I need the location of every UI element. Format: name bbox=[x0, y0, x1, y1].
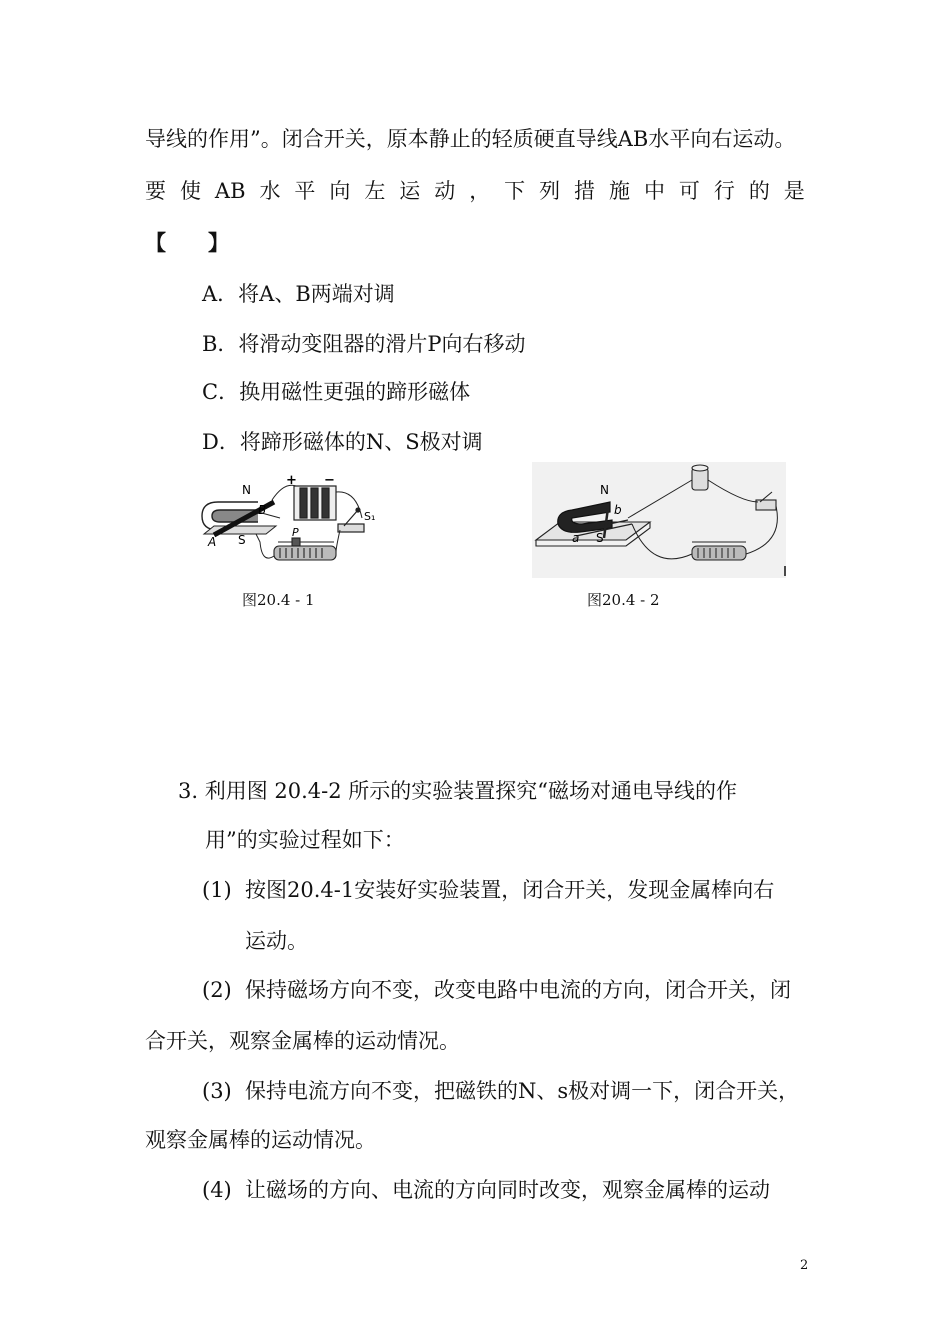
figure-20-4-1-caption: 图20.4 - 1 bbox=[242, 591, 315, 609]
page-number: 2 bbox=[800, 1258, 809, 1273]
q3-step-1-number: (1) bbox=[202, 878, 232, 902]
fig2-label-n: N bbox=[600, 483, 609, 497]
q2-line-2-word: AB bbox=[214, 179, 246, 203]
fig1-label-switch: S₁ bbox=[364, 510, 376, 523]
q2-line-1: 导线的作用”。闭合开关，原本静止的轻质硬直导线AB水平向右运动。 bbox=[145, 127, 796, 151]
q2-line-2-word: 可 bbox=[678, 179, 700, 203]
q3-step-2-line-1: 保持磁场方向不变，改变电路中电流的方向，闭合开关，闭 bbox=[245, 978, 791, 1002]
q2-line-2 bbox=[145, 177, 805, 205]
q2-line-2-word: 中 bbox=[643, 179, 665, 203]
q2-line-2-word: 左 bbox=[364, 179, 386, 203]
q2-line-2-word: ， bbox=[469, 179, 491, 203]
q2-line-2-word: 运 bbox=[399, 179, 421, 203]
q3-step-2-line-2: 合开关，观察金属棒的运动情况。 bbox=[145, 1029, 460, 1053]
q3-intro-line-2: 用”的实验过程如下： bbox=[205, 828, 405, 852]
q3-step-1-line-1: 按图20.4-1安装好实验装置，闭合开关，发现金属棒向右 bbox=[245, 878, 775, 902]
q2-line-2-word: 行 bbox=[713, 179, 735, 203]
q2-line-2-word: 措 bbox=[574, 179, 596, 203]
q3-step-3-number: (3) bbox=[202, 1079, 232, 1103]
fig2-label-b: b bbox=[614, 503, 622, 517]
q2-line-2-word: 动 bbox=[434, 179, 456, 203]
q2-line-2-word: 要 bbox=[145, 179, 166, 203]
option-b: B．将滑动变阻器的滑片P向右移动 bbox=[202, 332, 526, 356]
q2-line-2-word: 下 bbox=[504, 179, 526, 203]
q2-line-2-word: 使 bbox=[179, 179, 201, 203]
q2-line-2-word: 施 bbox=[609, 179, 630, 203]
fig2-label-a: a bbox=[572, 531, 580, 545]
answer-bracket: 【 】 bbox=[145, 230, 229, 255]
fig1-label-n: N bbox=[242, 483, 251, 497]
q2-line-2-word: 是 bbox=[783, 179, 805, 203]
figure-20-4-2 bbox=[532, 462, 794, 582]
q3-step-2-number: (2) bbox=[202, 978, 232, 1002]
q2-line-2-word: 向 bbox=[329, 179, 351, 203]
fig1-label-a: A bbox=[208, 535, 217, 549]
fig2-label-s: S bbox=[596, 531, 604, 545]
rheostat bbox=[274, 538, 336, 560]
fig1-label-s: S bbox=[238, 533, 246, 547]
fig1-label-p: P bbox=[292, 526, 299, 539]
q2-line-2-word: 水 bbox=[259, 179, 281, 203]
battery bbox=[294, 486, 336, 520]
fig1-label-minus: − bbox=[324, 473, 335, 488]
q2-line-2-word: 的 bbox=[748, 179, 770, 203]
q3-step-1-line-2: 运动。 bbox=[245, 929, 308, 953]
option-c: C．换用磁性更强的蹄形磁体 bbox=[202, 380, 471, 404]
q3-step-3-line-2: 观察金属棒的运动情况。 bbox=[145, 1128, 376, 1152]
option-a: A．将A、B两端对调 bbox=[202, 282, 395, 306]
power-cell bbox=[692, 465, 708, 490]
q3-intro-line-1: 3. 利用图 20.4-2 所示的实验装置探究“磁场对通电导线的作 bbox=[178, 779, 738, 803]
q2-line-2-word: 平 bbox=[294, 179, 316, 203]
fig1-label-b: B bbox=[258, 503, 267, 517]
figure-20-4-1 bbox=[196, 472, 386, 582]
figure-20-4-2-caption: 图20.4 - 2 bbox=[587, 591, 660, 609]
option-d: D．将蹄形磁体的N、S极对调 bbox=[202, 430, 483, 454]
q3-step-4-line-1: 让磁场的方向、电流的方向同时改变，观察金属棒的运动 bbox=[245, 1178, 770, 1202]
q3-step-4-number: (4) bbox=[202, 1178, 232, 1202]
q2-line-2-word: 列 bbox=[539, 179, 561, 203]
q3-step-3-line-1: 保持电流方向不变，把磁铁的N、s极对调一下，闭合开关， bbox=[245, 1079, 800, 1103]
fig1-label-plus: + bbox=[286, 473, 297, 488]
